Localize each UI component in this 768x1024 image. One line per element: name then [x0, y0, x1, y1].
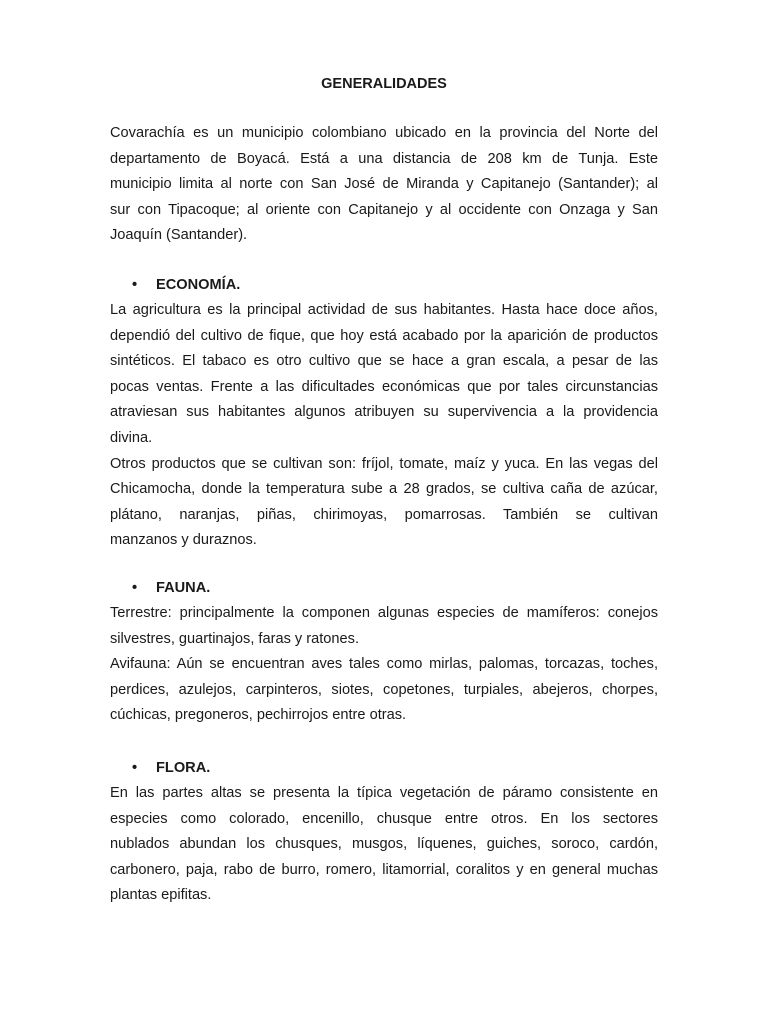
paragraph-line: departamento de Boyacá. Está a una distancia de 208 km de Tunja. Este	[110, 150, 658, 167]
section-heading-label: FLORA.	[156, 760, 211, 776]
paragraph-line: plátano, naranjas, piñas, chirimoyas, pomarrosas. También se cultivan	[110, 506, 658, 523]
paragraph-line: plantas epifitas.	[110, 887, 212, 904]
paragraph-line: Joaquín (Santander).	[110, 227, 248, 244]
paragraph-line: nublados abundan los chusques, musgos, líquenes, guiches, soroco, cardón,	[110, 836, 658, 853]
paragraph-line: Covarachía es un municipio colombiano ubicado en la provincia del Norte del	[110, 125, 658, 141]
paragraph-line: manzanos y duraznos.	[110, 532, 257, 549]
page-title: GENERALIDADES	[321, 76, 447, 92]
paragraph-line: Chicamocha, donde la temperatura sube a 28 grados, se cultiva caña de azúcar,	[110, 481, 658, 498]
paragraph-line: cúchicas, pregoneros, pechirrojos entre otras.	[110, 707, 407, 724]
paragraph-line: silvestres, guartinajos, faras y ratones.	[110, 630, 360, 647]
economia-paragraph	[110, 298, 658, 554]
section-heading-label: ECONOMÍA.	[156, 277, 241, 293]
flora-paragraph	[110, 781, 658, 909]
paragraph-line: perdices, azulejos, carpinteros, siotes, copetones, turpiales, abejeros, chorpes,	[110, 681, 658, 698]
paragraph-line: La agricultura es la principal actividad de sus habitantes. Hasta hace doce años,	[110, 302, 658, 318]
fauna-paragraph	[110, 601, 658, 729]
paragraph-line: especies como colorado, encenillo, chusque entre otros. En los sectores	[110, 810, 658, 827]
paragraph-line: pocas ventas. Frente a las dificultades económicas que por tales circunstancias	[110, 378, 658, 395]
paragraph-line: En las partes altas se presenta la típica vegetación de páramo consistente en	[110, 785, 658, 801]
paragraph-line: Terrestre: principalmente la componen algunas especies de mamíferos: conejos	[110, 605, 658, 621]
paragraph-line: sintéticos. El tabaco es otro cultivo que se hace a gran escala, a pesar de las	[110, 353, 658, 370]
section-heading-economia	[132, 275, 240, 295]
intro-paragraph	[110, 121, 658, 249]
paragraph-line: sur con Tipacoque; al oriente con Capitanejo y al occidente con Onzaga y San	[110, 201, 658, 218]
paragraph-line: Avifauna: Aún se encuentran aves tales como mirlas, palomas, torcazas, toches,	[110, 656, 658, 673]
bullet-icon: •	[132, 760, 138, 776]
paragraph-line: dependió del cultivo de fique, que hoy está acabado por la aparición de productos	[110, 327, 658, 344]
bullet-icon: •	[132, 277, 138, 293]
bullet-icon: •	[132, 580, 138, 596]
paragraph-line: Otros productos que se cultivan son: fríjol, tomate, maíz y yuca. En las vegas del	[110, 455, 658, 472]
paragraph-line: divina.	[110, 429, 153, 446]
paragraph-line: carbonero, paja, rabo de burro, romero, litamorrial, coralitos y en general muchas	[110, 861, 658, 878]
paragraph-line: municipio limita al norte con San José de Miranda y Capitanejo (Santander); al	[110, 176, 658, 193]
paragraph-line: atraviesan sus habitantes algunos atribuyen su supervivencia a la providencia	[110, 404, 658, 421]
section-heading-label: FAUNA.	[156, 580, 211, 596]
section-heading-flora	[132, 758, 210, 778]
section-heading-fauna	[132, 578, 210, 598]
